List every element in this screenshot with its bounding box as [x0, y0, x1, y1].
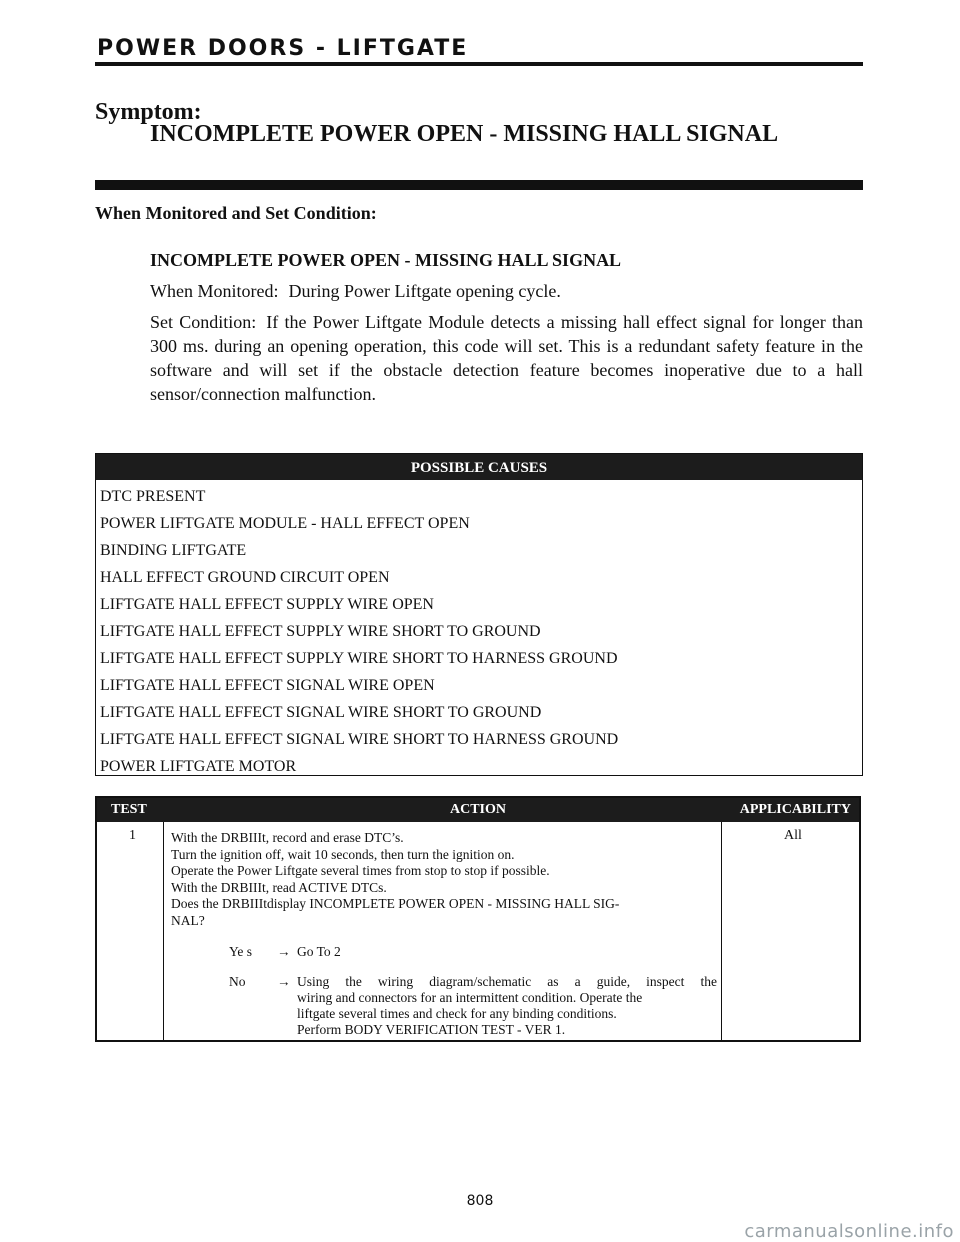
cause-item: POWER LIFTGATE MOTOR [100, 758, 297, 775]
test-action-table [95, 796, 861, 1042]
cause-item: POWER LIFTGATE MODULE - HALL EFFECT OPEN [100, 515, 470, 532]
monitor-heading: When Monitored and Set Condition: [95, 203, 377, 223]
possible-causes-list [96, 483, 862, 780]
applicability-column-header: APPLICABILITY [739, 802, 851, 817]
when-monitored-line [150, 281, 561, 302]
cause-item: HALL EFFECT GROUND CIRCUIT OPEN [100, 569, 390, 586]
cause-item: LIFTGATE HALL EFFECT SIGNAL WIRE SHORT TO GROUND [100, 704, 542, 721]
action-column-header: ACTION [449, 802, 506, 817]
action-step: Does the DRBIIItdisplay INCOMPLETE POWER OPEN - MISSING HALL SIG- [171, 896, 620, 911]
yes-goto: Go To 2 [297, 944, 341, 959]
right-arrow-icon: → [277, 944, 291, 959]
column-divider [721, 822, 722, 1040]
no-branch [229, 974, 291, 990]
no-instruction-line: liftgate several times and check for any binding conditions. [297, 1006, 617, 1021]
right-arrow-icon: → [277, 974, 291, 989]
action-step: With the DRBIIIt, read ACTIVE DTCs. [171, 879, 387, 895]
cause-item: LIFTGATE HALL EFFECT SIGNAL WIRE SHORT TO HARNESS GROUND [100, 731, 619, 748]
cause-item: LIFTGATE HALL EFFECT SIGNAL WIRE OPEN [100, 677, 435, 694]
section-divider [95, 180, 863, 190]
cause-item: LIFTGATE HALL EFFECT SUPPLY WIRE OPEN [100, 596, 434, 613]
cause-item: LIFTGATE HALL EFFECT SUPPLY WIRE SHORT TO HARNESS GROUND [100, 650, 618, 667]
action-step: Operate the Power Liftgate several times from stop to stop if possible. [171, 863, 550, 878]
possible-causes-table [95, 453, 863, 776]
action-step: Turn the ignition off, wait 10 seconds, then turn the ignition on. [171, 846, 515, 862]
test-number: 1 [129, 828, 136, 843]
no-instruction-line: wiring and connectors for an intermittent condition. Operate the [297, 990, 643, 1005]
no-instruction-line: Using the wiring diagram/schematic as a guide, inspect the [297, 974, 717, 989]
set-condition-paragraph [150, 310, 863, 406]
test-table-header [97, 798, 859, 822]
cause-item: LIFTGATE HALL EFFECT SUPPLY WIRE SHORT TO GROUND [100, 623, 541, 640]
set-condition-label: Set Condition: [150, 312, 257, 332]
condition-title: INCOMPLETE POWER OPEN - MISSING HALL SIGNAL [150, 250, 622, 270]
when-monitored-label: When Monitored: [150, 281, 279, 301]
symptom-label: Symptom: [95, 99, 202, 125]
yes-label: Ye s [229, 944, 253, 959]
no-instruction-line: Perform BODY VERIFICATION TEST - VER 1. [297, 1022, 566, 1037]
symptom-title: INCOMPLETE POWER OPEN - MISSING HALL SIGNAL [150, 121, 779, 147]
no-branch-instructions [297, 974, 717, 1038]
applicability-value: All [784, 828, 802, 843]
yes-branch [229, 944, 341, 960]
action-step: NAL? [171, 912, 205, 928]
test-column-header: TEST [111, 802, 147, 817]
possible-causes-header: POSSIBLE CAUSES [96, 454, 862, 480]
column-divider [163, 822, 164, 1040]
page-number: 808 [466, 1193, 494, 1209]
action-steps [171, 830, 715, 929]
header-rule [95, 62, 863, 66]
page-header-title: POWER DOORS - LIFTGATE [97, 36, 469, 61]
cause-item: DTC PRESENT [100, 488, 206, 505]
cause-item: BINDING LIFTGATE [100, 542, 247, 559]
action-step: With the DRBIIIt, record and erase DTC’s. [171, 830, 404, 845]
no-label: No [229, 974, 246, 989]
when-monitored-text: During Power Liftgate opening cycle. [288, 281, 561, 301]
watermark: carmanualsonline.info [744, 1221, 954, 1242]
set-condition-text: If the Power Liftgate Module detects a missing hall effect signal for longer than 300 ms. during an opening operation, this code will set. This is a redundant safety feature in the software and will set if the obstacle detection feature becomes inoperative due to a hall sensor/connection malfunction. [150, 312, 863, 404]
